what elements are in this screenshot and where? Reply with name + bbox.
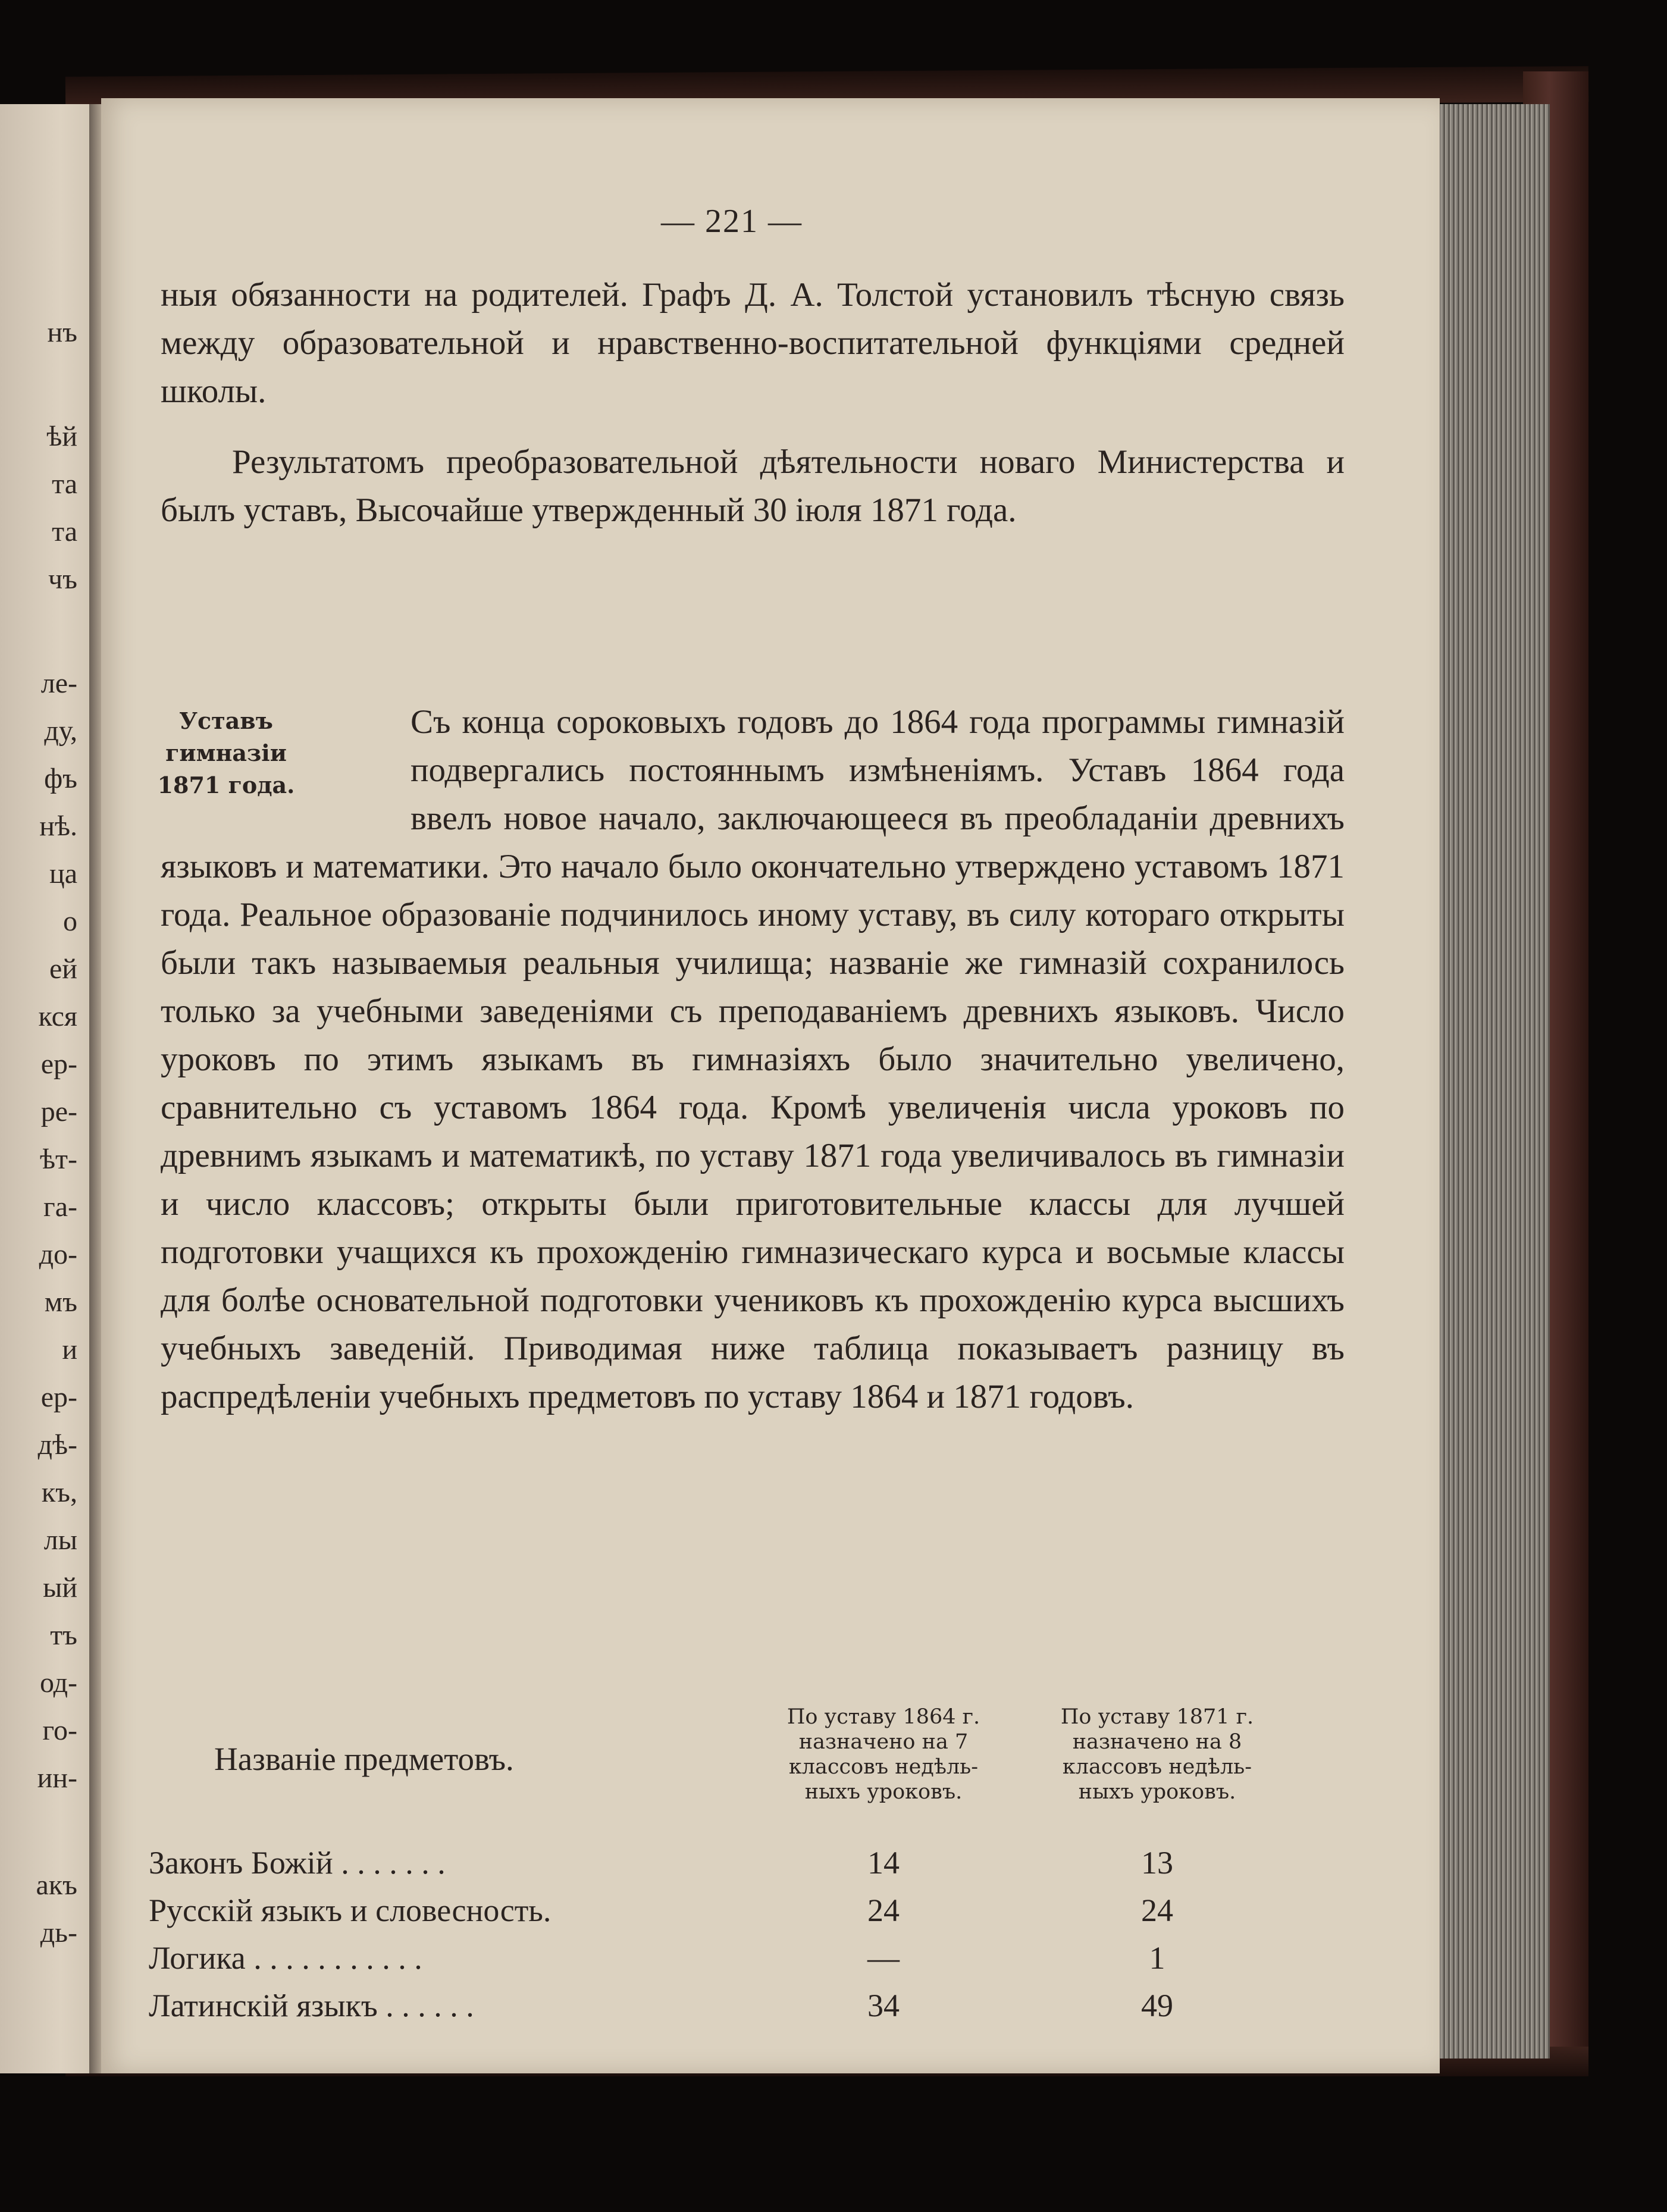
header-line: классовъ недѣль- [1062, 1755, 1252, 1779]
header-line: ныхъ уроковъ. [1078, 1780, 1236, 1804]
left-page-fragment: та [52, 516, 77, 547]
header-line: назначено на 8 [1072, 1730, 1242, 1754]
left-page-fragment: чъ [48, 563, 77, 595]
left-page-fragment: кся [38, 1001, 77, 1032]
subject-name: Логика . . . . . . . . . . . [149, 1940, 422, 1976]
hours-1871: 13 [1141, 1845, 1173, 1881]
left-page-fragment: о [63, 906, 77, 937]
table-row [149, 1844, 1374, 1892]
right-page [101, 98, 1440, 2073]
margin-note-space [161, 698, 411, 842]
left-page-fragment: од- [39, 1667, 77, 1699]
header-line: По уставу 1864 г. [787, 1705, 980, 1729]
opening-text [161, 271, 1345, 534]
left-page-fragment: и [62, 1334, 77, 1365]
subject-name: Русскій языкъ и словесность. [149, 1893, 552, 1928]
margin-note-line: 1871 года. [157, 772, 295, 798]
left-page-fragment: фъ [44, 763, 77, 794]
hours-1871: 1 [1149, 1940, 1165, 1976]
left-page-fragment: тъ [50, 1619, 77, 1651]
table-row [149, 1987, 1374, 2035]
left-page-fragment: акъ [36, 1869, 77, 1901]
left-page-fragment: ер- [40, 1381, 77, 1413]
hours-1871: 24 [1141, 1893, 1173, 1928]
left-page-fragment: ѣт- [39, 1143, 77, 1175]
table-header-name: Названіе предметовъ. [214, 1741, 514, 1777]
left-page-fragment: ый [43, 1572, 77, 1603]
margin-note-line: Уставъ [179, 707, 273, 734]
left-page-fragment: го- [42, 1715, 77, 1746]
table-row [149, 1892, 1374, 1940]
left-page-fragment: га- [43, 1191, 77, 1223]
hours-1864: — [867, 1940, 900, 1976]
page-number: — 221 — [661, 203, 803, 240]
table-header-1871 [1029, 1705, 1285, 1804]
paragraph: Результатомъ преобразовательной дѣятельности новаго Министерства и былъ уставъ, Высочайше утвержденный 30 іюля 1871 года. [161, 443, 1345, 529]
left-page-fragment: нъ [47, 317, 77, 348]
left-page-fragment: ре- [40, 1096, 77, 1127]
page-edges [1437, 104, 1550, 2059]
left-page-fragment: ду, [44, 715, 77, 747]
left-page-fragment: нѣ. [39, 810, 77, 842]
left-page-fragment: ер- [40, 1048, 77, 1080]
subject-name: Законъ Божій . . . . . . . [149, 1845, 446, 1881]
left-page-fragment: ей [49, 953, 77, 985]
section-text [161, 698, 1345, 1421]
left-page-fragment: мъ [44, 1286, 77, 1318]
left-page-fragment: ца [49, 858, 77, 889]
left-page-fragment: ѣй [46, 421, 77, 452]
left-page-fragment: къ, [41, 1477, 77, 1508]
header-line: По уставу 1871 г. [1060, 1705, 1254, 1729]
left-page-fragment: та [52, 468, 77, 500]
header-line: ныхъ уроковъ. [804, 1780, 963, 1804]
hours-1864: 24 [867, 1893, 900, 1928]
hours-1864: 34 [867, 1988, 900, 2023]
subject-name: Латинскій языкъ . . . . . . [149, 1988, 474, 2023]
table-row [149, 1940, 1374, 1987]
left-page-fragment: дѣ- [37, 1429, 77, 1461]
left-page-fragment: лы [43, 1524, 77, 1556]
left-page-fragment: до- [39, 1239, 77, 1270]
header-line: классовъ недѣль- [788, 1755, 979, 1779]
left-page-fragment: ин- [37, 1762, 77, 1794]
margin-note-line: гимназіи [165, 740, 287, 766]
left-page-fragment: дь- [40, 1917, 77, 1948]
left-page-fragment: ле- [40, 668, 77, 699]
hours-1864: 14 [867, 1845, 900, 1881]
paragraph: Съ конца сороковыхъ годовъ до 1864 года программы гимназій подвергались постояннымъ измѣненіямъ. Уставъ 1864 года ввелъ новое начало, заключающееся въ преобладаніи древнихъ языковъ и математики. Это начало было окончательно утверждено уставомъ 1871 года. Реальное образованіе подчинилось иному уставу, въ силу котораго открыты были такъ называемыя реальныя училища; названіе же гимназій сохранилось только за учебными заведеніями съ преподаваніемъ древнихъ языковъ. Число уроковъ по этимъ языкамъ въ гимназіяхъ было значительно увеличено, сравнительно съ уставомъ 1864 года. Кромѣ увеличенія числа уроковъ по древнимъ языкамъ и математикѣ, по уставу 1871 года увеличивалось въ гимназіи и число классовъ; открыты были приготовительные классы для лучшей подготовки учащихся къ прохожденію гимназическаго курса и восьмые классы для болѣе основательной подготовки учениковъ къ прохожденію курса высшихъ учебныхъ заведеній. Приводимая ниже таблица показываетъ разницу въ распредѣленіи учебныхъ предметовъ по уставу 1864 и 1871 годовъ. [161, 698, 1345, 1421]
table-header-1864 [756, 1705, 1011, 1804]
hours-1871: 49 [1141, 1988, 1173, 2023]
left-page [0, 104, 101, 2073]
header-line: назначено на 7 [798, 1730, 969, 1754]
paragraph: ныя обязанности на родителей. Графъ Д. А. Толстой установилъ тѣсную связь между образовательной и нравственно-воспитательной функціями средней школы. [161, 276, 1345, 410]
